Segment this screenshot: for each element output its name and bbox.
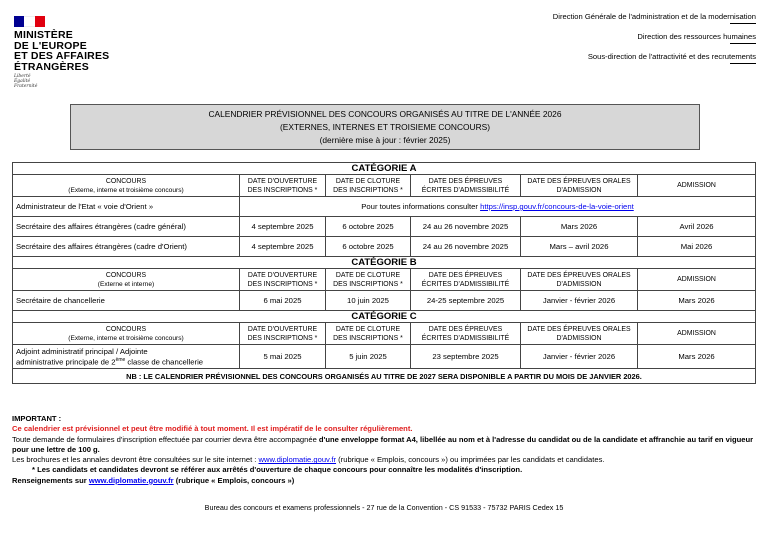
note-paragraph: Toute demande de formulaires d'inscription effectuée par courrier devra être accompagnée d'une enveloppe format A4, libellée au nom et à l'adresse du candidat ou de la candidate et affranchie au tarif en vigueur pour une lettre de 100 g. — [12, 434, 754, 454]
notes-section — [12, 414, 757, 486]
category-b-header: CATÉGORIE B — [13, 257, 756, 269]
title-line-1: CALENDRIER PRÉVISIONNEL DES CONCOURS ORGANISÉS AU TITRE DE L'ANNÉE 2026 — [208, 108, 562, 119]
table-row: Secrétaire des affaires étrangères (cadre général) 4 septembre 2025 6 octobre 2025 24 au 26 novembre 2025 Mars 2026 Avril 2026 — [13, 217, 756, 237]
diplomatie-link[interactable]: www.diplomatie.gouv.fr — [88, 475, 174, 485]
note-paragraph: Les brochures et les annales devront être consultées sur le site internet : www.diplomatie.gouv.fr (rubrique « Emplois, concours ») ou imprimées par les candidats et candidates. — [12, 455, 605, 465]
table-row: Secrétaire de chancellerie 6 mai 2025 10 juin 2025 24-25 septembre 2025 Janvier - février 2026 Mars 2026 — [13, 291, 756, 311]
document-title — [70, 104, 700, 150]
header-line-drh: Direction des ressources humaines — [637, 32, 756, 41]
insp-link[interactable]: https://insp.gouv.fr/concours-de-la-voie-orient — [480, 202, 634, 211]
title-line-3: (dernière mise à jour : février 2025) — [319, 134, 451, 145]
note-paragraph: Renseignements sur www.diplomatie.gouv.fr (rubrique « Emplois, concours ») — [12, 475, 295, 485]
ministry-logo — [14, 16, 124, 89]
column-headers: CONCOURS (Externe et interne) DATE D'OUVERTURE DES INSCRIPTIONS * DATE DE CLOTURE DES INSCRIPTIONS * DATE DES ÉPREUVES ÉCRITES D'ADMISSIBILITÉ DATE DES ÉPREUVES ORALES D'ADMISSION ADMISSION — [13, 269, 756, 291]
header-line-sous-direction: Sous-direction de l'attractivité et des recrutements — [587, 52, 756, 61]
important-label: IMPORTANT : — [12, 414, 62, 423]
ministry-name: MINISTÈRE DE L'EUROPE ET DES AFFAIRES ÉTRANGÈRES — [14, 29, 110, 73]
divider — [730, 63, 756, 64]
divider — [730, 23, 756, 24]
table-row: Administrateur de l'Etat « voie d'Orient » Pour toutes informations consulter https://insp.gouv.fr/concours-de-la-voie-orient — [13, 197, 756, 217]
header-directions — [553, 12, 756, 72]
divider — [730, 43, 756, 44]
french-flag-icon — [14, 16, 45, 27]
warning-text: Ce calendrier est prévisionnel et peut être modifié à tout moment. Il est impératif de le consulter régulièrement. — [12, 424, 413, 434]
table-row: Secrétaire des affaires étrangères (cadre d'Orient) 4 septembre 2025 6 octobre 2025 24 au 26 novembre 2025 Mars – avril 2026 Mai 2026 — [13, 237, 756, 257]
table-row: Adjoint administratif principal / Adjointe administrative principale de 2ème classe de chancellerie 5 mai 2025 5 juin 2025 23 septembre 2025 Janvier - février 2026 Mars 2026 — [13, 345, 756, 369]
column-headers: CONCOURS (Externe, interne et troisième concours) DATE D'OUVERTURE DES INSCRIPTIONS * DATE DE CLOTURE DES INSCRIPTIONS * DATE DES ÉPREUVES ÉCRITES D'ADMISSIBILITÉ DATE DES ÉPREUVES ORALES D'ADMISSION ADMISSION — [13, 175, 756, 197]
footer-address: Bureau des concours et examens professionnels - 27 rue de la Convention - CS 91533 - 75732 PARIS Cedex 15 — [204, 503, 564, 512]
column-headers: CONCOURS (Externe, interne et troisième concours) DATE D'OUVERTURE DES INSCRIPTIONS * DATE DE CLOTURE DES INSCRIPTIONS * DATE DES ÉPREUVES ÉCRITES D'ADMISSIBILITÉ DATE DES ÉPREUVES ORALES D'ADMISSION ADMISSION — [13, 323, 756, 345]
category-c-header: CATÉGORIE C — [13, 311, 756, 323]
category-a-header: CATÉGORIE A — [13, 163, 756, 175]
diplomatie-link[interactable]: www.diplomatie.gouv.fr — [258, 455, 337, 465]
republic-motto: Liberté Égalité Fraternité — [14, 74, 38, 89]
note-paragraph: * Les candidats et candidates devront se référer aux arrêtés d'ouverture de chaque concours pour connaître les modalités d'inscription. — [32, 465, 523, 475]
calendar-table — [12, 162, 756, 384]
header-line-direction-generale: Direction Générale de l'administration et de la modernisation — [552, 12, 756, 21]
title-line-2: (EXTERNES, INTERNES ET TROISIEME CONCOURS) — [279, 121, 491, 132]
nb-row: NB : LE CALENDRIER PRÉVISIONNEL DES CONCOURS ORGANISÉS AU TITRE DE 2027 SERA DISPONIBLE A PARTIR DU MOIS DE JANVIER 2026. — [13, 369, 756, 384]
